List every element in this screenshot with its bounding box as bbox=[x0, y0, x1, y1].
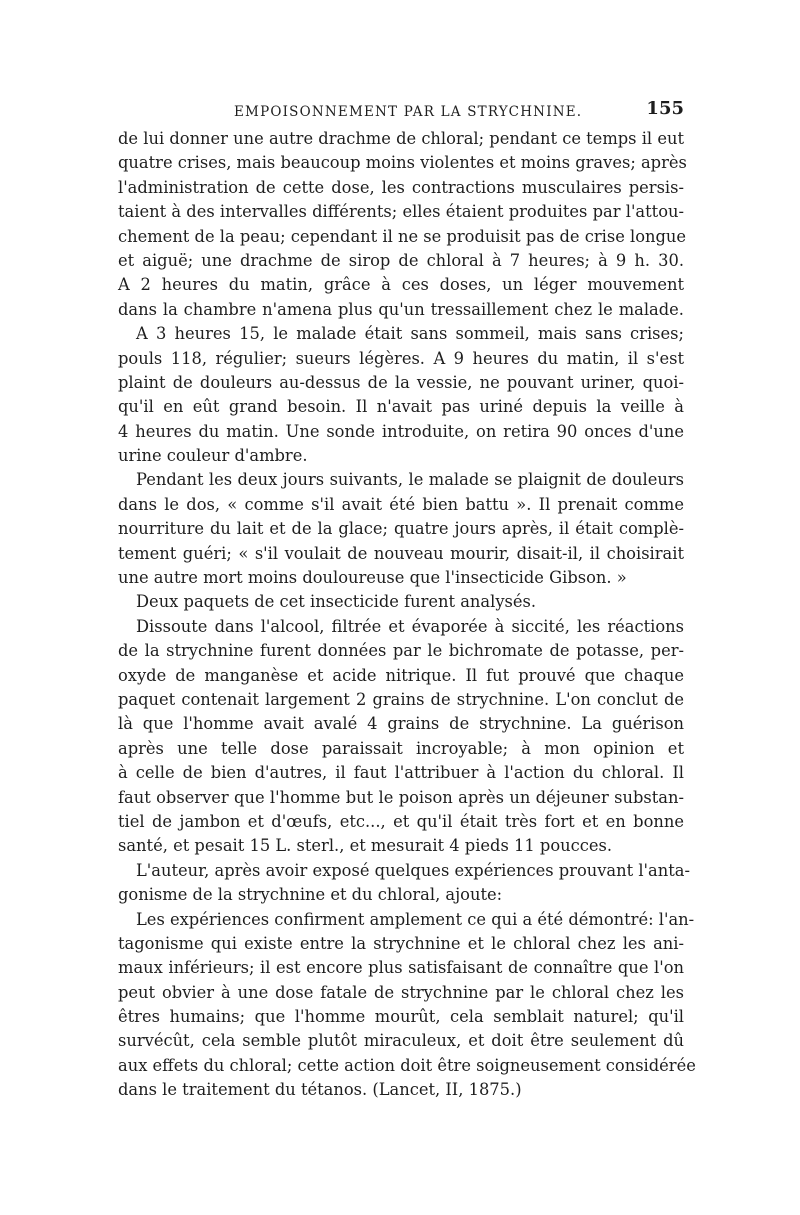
body-text bbox=[118, 127, 696, 1103]
text-line: nourriture du lait et de la glace; quatre jours après, il était complè- bbox=[118, 519, 684, 539]
text-line: l'administration de cette dose, les contractions musculaires persis- bbox=[118, 177, 684, 197]
text-line: taient à des intervalles différents; elles étaient produites par l'attou- bbox=[118, 202, 684, 222]
text-line: urine couleur d'ambre. bbox=[118, 446, 308, 466]
text-line: A 3 heures 15, le malade était sans sommeil, mais sans crises; bbox=[136, 324, 684, 344]
text-line: une autre mort moins douloureuse que l'insecticide Gibson. » bbox=[118, 568, 627, 588]
text-line: dans le traitement du tétanos. (Lancet, II, 1875.) bbox=[118, 1080, 522, 1100]
text-line: tement guéri; « s'il voulait de nouveau mourir, disait-il, il choisirait bbox=[118, 543, 684, 563]
text-line: Deux paquets de cet insecticide furent analysés. bbox=[136, 592, 537, 612]
text-line: aux effets du chloral; cette action doit être soigneusement considérée bbox=[118, 1055, 696, 1075]
text-line: plaint de douleurs au-dessus de la vessie, ne pouvant uriner, quoi- bbox=[118, 372, 684, 392]
text-line: survécût, cela semble plutôt miraculeux, et doit être seulement dû bbox=[118, 1031, 684, 1051]
text-line: peut obvier à une dose fatale de strychnine par le chloral chez les bbox=[118, 982, 684, 1002]
text-line: Pendant les deux jours suivants, le malade se plaignit de douleurs bbox=[136, 470, 684, 490]
text-line: dans le dos, « comme s'il avait été bien battu ». Il prenait comme bbox=[118, 494, 684, 514]
text-line: qu'il en eût grand besoin. Il n'avait pas uriné depuis la veille à bbox=[118, 397, 684, 417]
text-line: A 2 heures du matin, grâce à ces doses, un léger mouvement bbox=[118, 275, 684, 295]
text-line: de lui donner une autre drachme de chloral; pendant ce temps il eut bbox=[118, 129, 684, 148]
text-line: paquet contenait largement 2 grains de strychnine. L'on conclut de bbox=[118, 689, 684, 709]
running-head bbox=[118, 98, 684, 124]
text-line: pouls 118, régulier; sueurs légères. A 9 heures du matin, il s'est bbox=[118, 348, 684, 368]
text-line: là que l'homme avait avalé 4 grains de strychnine. La guérison bbox=[118, 714, 684, 734]
text-line: faut observer que l'homme but le poison après un déjeuner substan- bbox=[118, 787, 684, 807]
text-line: et aiguë; une drachme de sirop de chloral à 7 heures; à 9 h. 30. bbox=[118, 250, 684, 270]
text-line: L'auteur, après avoir exposé quelques expériences prouvant l'anta- bbox=[136, 860, 690, 880]
text-line: maux inférieurs; il est encore plus satisfaisant de connaître que l'on bbox=[118, 958, 684, 978]
text-line: de la strychnine furent données par le bichromate de potasse, per- bbox=[118, 641, 684, 661]
text-line: Dissoute dans l'alcool, filtrée et évaporée à siccité, les réactions bbox=[136, 616, 684, 636]
text-line: oxyde de manganèse et acide nitrique. Il fut prouvé que chaque bbox=[118, 665, 684, 685]
running-title: EMPOISONNEMENT PAR LA STRYCHNINE. bbox=[234, 104, 583, 120]
text-line: à celle de bien d'autres, il faut l'attribuer à l'action du chloral. Il bbox=[118, 763, 684, 783]
text-line: après une telle dose paraissait incroyable; à mon opinion et bbox=[118, 738, 684, 758]
text-line: chement de la peau; cependant il ne se produisit pas de crise longue bbox=[118, 226, 687, 246]
text-line: tiel de jambon et d'œufs, etc..., et qu'il était très fort et en bonne bbox=[118, 811, 684, 831]
text-line: Les expériences confirment amplement ce qui a été démontré: l'an- bbox=[136, 909, 695, 929]
text-line: gonisme de la strychnine et du chloral, ajoute: bbox=[118, 885, 503, 905]
text-line: êtres humains; que l'homme mourût, cela semblait naturel; qu'il bbox=[118, 1007, 684, 1027]
page-number: 155 bbox=[646, 98, 684, 119]
text-line: tagonisme qui existe entre la strychnine et le chloral chez les ani- bbox=[118, 933, 684, 953]
text-line: quatre crises, mais beaucoup moins violentes et moins graves; après bbox=[118, 153, 687, 173]
text-line: santé, et pesait 15 L. sterl., et mesurait 4 pieds 11 poucces. bbox=[118, 836, 613, 856]
text-line: dans la chambre n'amena plus qu'un tressaillement chez le malade. bbox=[118, 299, 684, 319]
text-line: 4 heures du matin. Une sonde introduite, on retira 90 onces d'une bbox=[118, 421, 684, 441]
